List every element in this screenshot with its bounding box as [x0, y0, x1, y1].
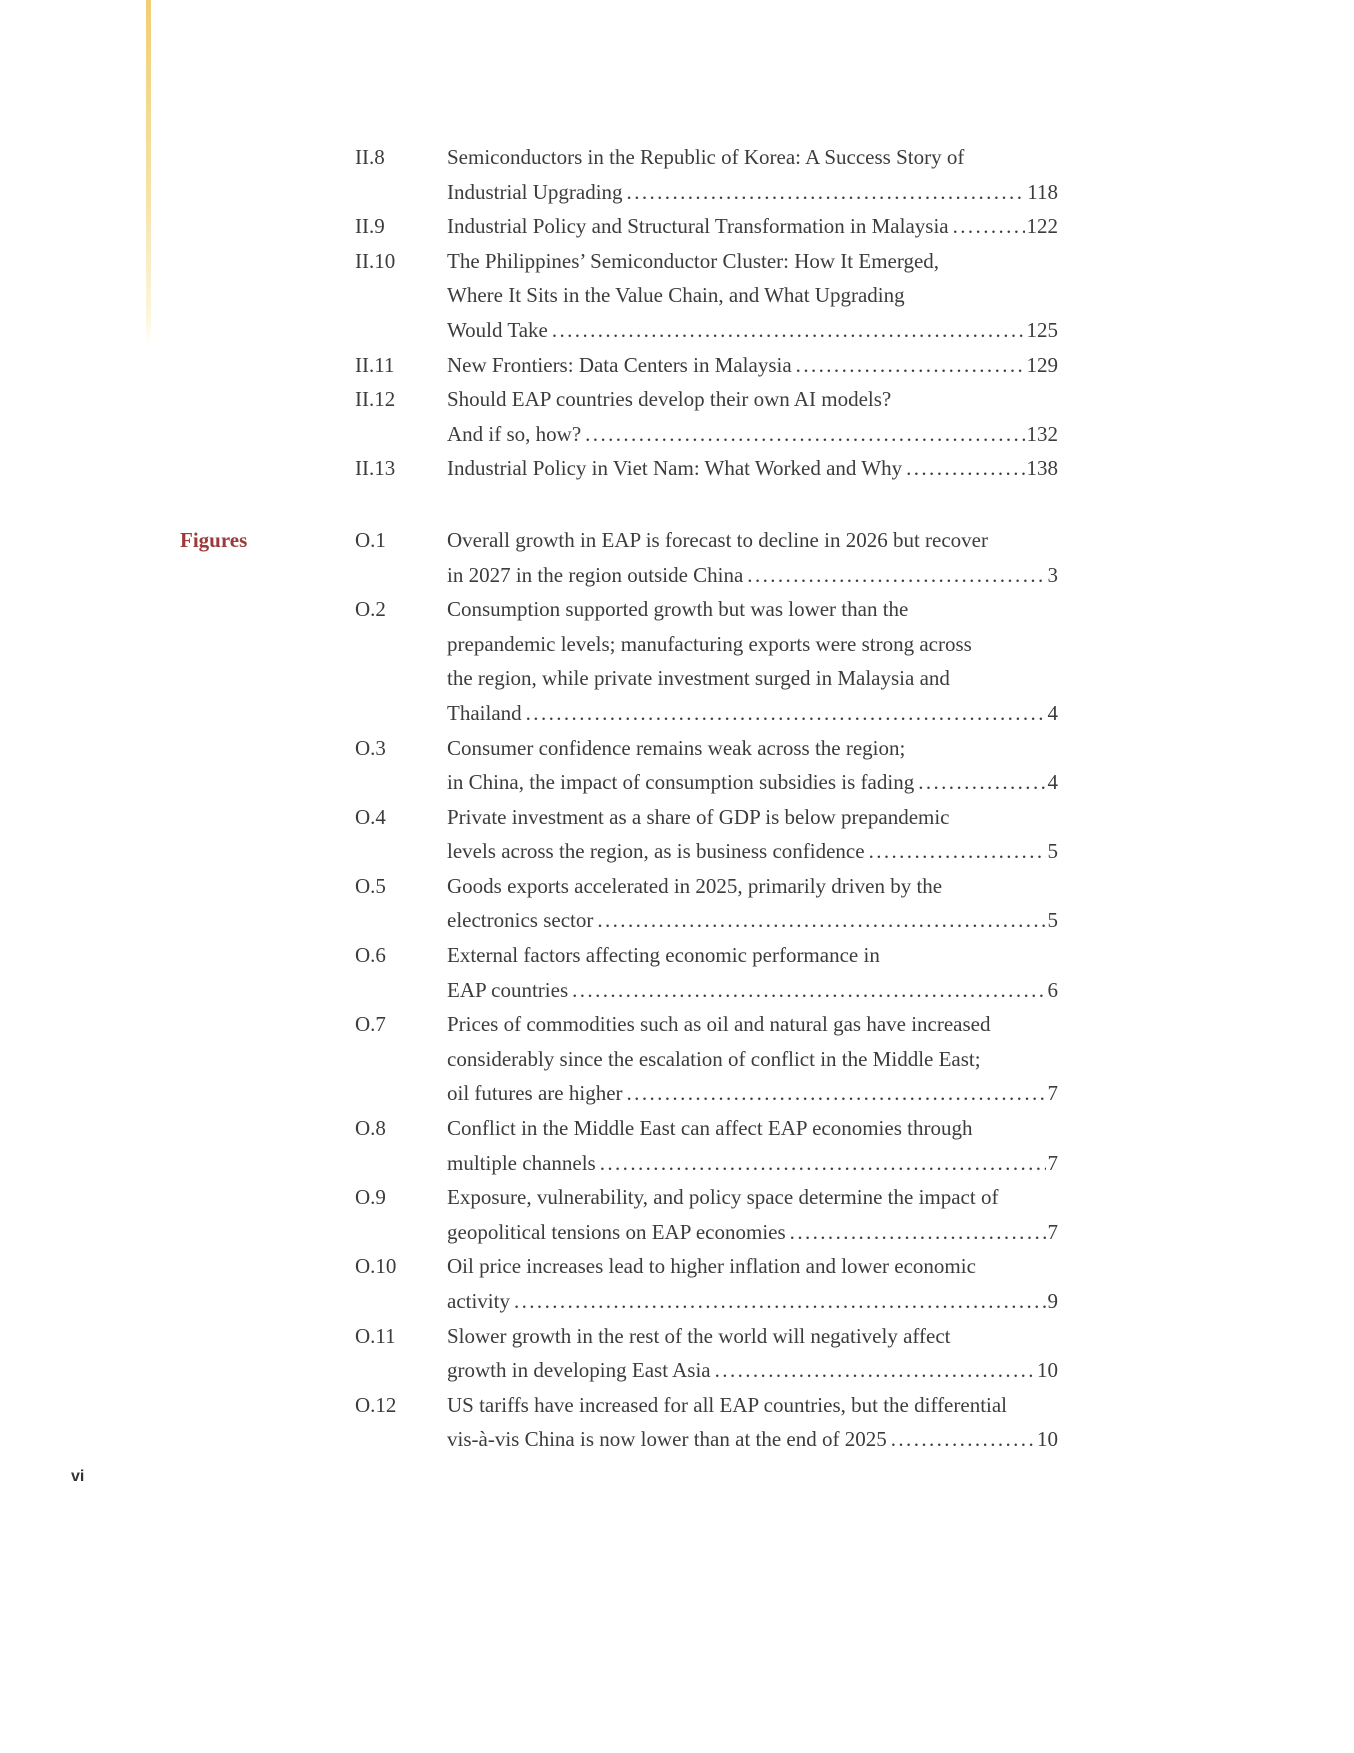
entry-number: O.4 [355, 804, 386, 829]
entry-title-line: Private investment as a share of GDP is below prepandemic [447, 804, 950, 829]
toc-entry[interactable] [355, 1111, 1058, 1180]
entry-page-number: 125 [1026, 317, 1058, 342]
entry-page-number: 132 [1026, 421, 1058, 446]
entry-page-number: 138 [1026, 456, 1058, 481]
entry-page-number: 10 [1037, 1427, 1058, 1452]
entry-title [447, 244, 1058, 348]
entry-title-line: considerably since the escalation of conflict in the Middle East; [447, 1046, 981, 1071]
toc-entry[interactable] [355, 869, 1058, 938]
entry-title-line: the region, while private investment surged in Malaysia and [447, 666, 950, 691]
entry-title [447, 1249, 1058, 1318]
entry-title-line: Should EAP countries develop their own AI models? [447, 387, 892, 412]
entry-page-number: 5 [1047, 908, 1058, 933]
entry-title-line: The Philippines’ Semiconductor Cluster: How It Emerged, [447, 248, 940, 273]
entry-title [447, 209, 1058, 244]
entry-title [447, 1111, 1058, 1180]
entry-number: O.7 [355, 1012, 386, 1037]
entry-number: II.11 [355, 352, 395, 377]
entry-page-number: 129 [1026, 352, 1058, 377]
table-of-contents [180, 140, 1058, 1457]
toc-entry[interactable] [355, 1388, 1058, 1457]
entry-number: O.12 [355, 1392, 397, 1417]
entry-title-line: Industrial Policy in Viet Nam: What Worked and Why [447, 456, 903, 481]
entry-title [447, 140, 1058, 209]
toc-section [355, 140, 1058, 486]
footer-page-number: vi [71, 1468, 85, 1485]
entry-title-line: EAP countries [447, 977, 569, 1002]
entry-title-line: Oil price increases lead to higher inflation and lower economic [447, 1254, 976, 1279]
entry-title-line: US tariffs have increased for all EAP countries, but the differential [447, 1392, 1008, 1417]
entry-number: O.10 [355, 1254, 397, 1279]
entry-title-line: multiple channels [447, 1150, 596, 1175]
dot-leader [514, 1284, 1046, 1319]
entry-title-line: growth in developing East Asia [447, 1358, 711, 1383]
entry-title-line: Industrial Upgrading [447, 179, 623, 204]
section-label: Figures [180, 527, 248, 552]
entry-page-number: 7 [1047, 1150, 1058, 1175]
entry-title [447, 382, 1058, 451]
entry-number: II.8 [355, 145, 385, 169]
entry-page-number: 4 [1047, 770, 1058, 795]
entry-title [447, 348, 1058, 383]
entry-page-number: 3 [1047, 562, 1058, 587]
entry-title-line: geopolitical tensions on EAP economies [447, 1219, 786, 1244]
entry-title [447, 1180, 1058, 1249]
entry-title [447, 523, 1058, 592]
entry-number: O.3 [355, 735, 386, 760]
entry-title-line: levels across the region, as is business confidence [447, 839, 865, 864]
entry-title-line: Exposure, vulnerability, and policy space determine the impact of [447, 1185, 999, 1210]
toc-entry[interactable] [355, 731, 1058, 800]
entry-title [447, 1388, 1058, 1457]
entry-title-line: Prices of commodities such as oil and natural gas have increased [447, 1012, 991, 1037]
dot-leader [906, 451, 1024, 486]
entry-number: O.8 [355, 1116, 386, 1141]
entry-number: O.2 [355, 597, 386, 622]
entry-title-line: External factors affecting economic performance in [447, 943, 880, 968]
toc-entry[interactable] [355, 592, 1058, 730]
entry-title-line: New Frontiers: Data Centers in Malaysia [447, 352, 792, 377]
entry-number: O.1 [355, 527, 386, 552]
dot-leader [918, 765, 1045, 800]
toc-entry[interactable] [355, 140, 1058, 209]
entry-title-line: Where It Sits in the Value Chain, and What Upgrading [447, 283, 905, 308]
toc-entry[interactable] [355, 209, 1058, 244]
entry-page-number: 9 [1047, 1289, 1058, 1313]
dot-leader [953, 209, 1025, 244]
entry-number: O.5 [355, 873, 386, 898]
dot-leader [526, 696, 1046, 731]
entry-title-line: Conflict in the Middle East can affect EAP economies through [447, 1116, 973, 1141]
entry-title-line: Would Take [447, 317, 548, 342]
entry-number: O.9 [355, 1185, 386, 1210]
entry-title [447, 800, 1058, 869]
entry-page-number: 4 [1047, 700, 1058, 725]
entry-title-line: Slower growth in the rest of the world will negatively affect [447, 1323, 951, 1348]
entry-number: II.9 [355, 214, 385, 239]
entry-title [447, 592, 1058, 730]
dot-leader [790, 1215, 1046, 1250]
entry-title [447, 938, 1058, 1007]
dot-leader [627, 1076, 1046, 1111]
entry-number: II.12 [355, 387, 396, 412]
entry-title-line: electronics sector [447, 908, 594, 933]
dot-leader [627, 175, 1026, 210]
toc-entry[interactable] [355, 1180, 1058, 1249]
toc-entry[interactable] [355, 523, 1058, 592]
dot-leader [796, 348, 1025, 383]
entry-title-line: oil futures are higher [447, 1081, 623, 1106]
toc-entry[interactable] [355, 348, 1058, 383]
dot-leader [869, 834, 1046, 869]
toc-entry[interactable] [355, 451, 1058, 486]
entry-title-line: Consumption supported growth but was lower than the [447, 597, 909, 622]
dot-leader [747, 558, 1045, 593]
entry-title [447, 451, 1058, 486]
entry-title-line: prepandemic levels; manufacturing exports were strong across [447, 631, 972, 656]
entry-number: II.13 [355, 456, 396, 481]
entry-title-line: And if so, how? [447, 421, 582, 446]
toc-entry[interactable] [355, 1007, 1058, 1111]
entry-page-number: 5 [1047, 839, 1058, 864]
entry-page-number: 6 [1047, 977, 1058, 1002]
dot-leader [891, 1422, 1035, 1457]
entry-page-number: 7 [1047, 1219, 1058, 1244]
entry-title [447, 869, 1058, 938]
dot-leader [552, 313, 1025, 348]
entry-title-line: vis-à-vis China is now lower than at the end of 2025 [447, 1427, 887, 1452]
entry-number: II.10 [355, 248, 396, 273]
entry-title-line: Industrial Policy and Structural Transformation in Malaysia [447, 214, 949, 239]
entry-page-number: 122 [1026, 214, 1058, 239]
entry-page-number: 10 [1037, 1358, 1058, 1383]
entry-title [447, 1007, 1058, 1111]
dot-leader [715, 1353, 1035, 1388]
entry-title [447, 1319, 1058, 1388]
toc-section [180, 523, 1058, 1457]
entry-title-line: Semiconductors in the Republic of Korea: A Success Story of [447, 145, 965, 169]
dot-leader [572, 973, 1045, 1008]
entry-title-line: Overall growth in EAP is forecast to decline in 2026 but recover [447, 527, 988, 552]
entry-page-number: 7 [1047, 1081, 1058, 1106]
accent-bar [146, 0, 151, 346]
entry-number: O.6 [355, 943, 386, 968]
entry-title-line: Consumer confidence remains weak across the region; [447, 735, 906, 760]
toc-entry[interactable] [355, 800, 1058, 869]
toc-entry[interactable] [355, 382, 1058, 451]
toc-entry[interactable] [355, 1319, 1058, 1388]
entry-title-line: Goods exports accelerated in 2025, primarily driven by the [447, 873, 943, 898]
entry-title-line: in China, the impact of consumption subsidies is fading [447, 770, 915, 795]
entry-title-line: in 2027 in the region outside China [447, 562, 744, 587]
entry-page-number: 118 [1027, 179, 1058, 204]
entry-number: O.11 [355, 1323, 396, 1348]
entry-title [447, 731, 1058, 800]
entry-title-line: Thailand [447, 700, 522, 725]
toc-entry[interactable] [355, 244, 1058, 348]
dot-leader [600, 1146, 1046, 1181]
toc-entry[interactable] [355, 1249, 1058, 1318]
dot-leader [585, 417, 1024, 452]
dot-leader [597, 903, 1045, 938]
entry-title-line: activity [447, 1289, 510, 1313]
toc-entry[interactable] [355, 938, 1058, 1007]
